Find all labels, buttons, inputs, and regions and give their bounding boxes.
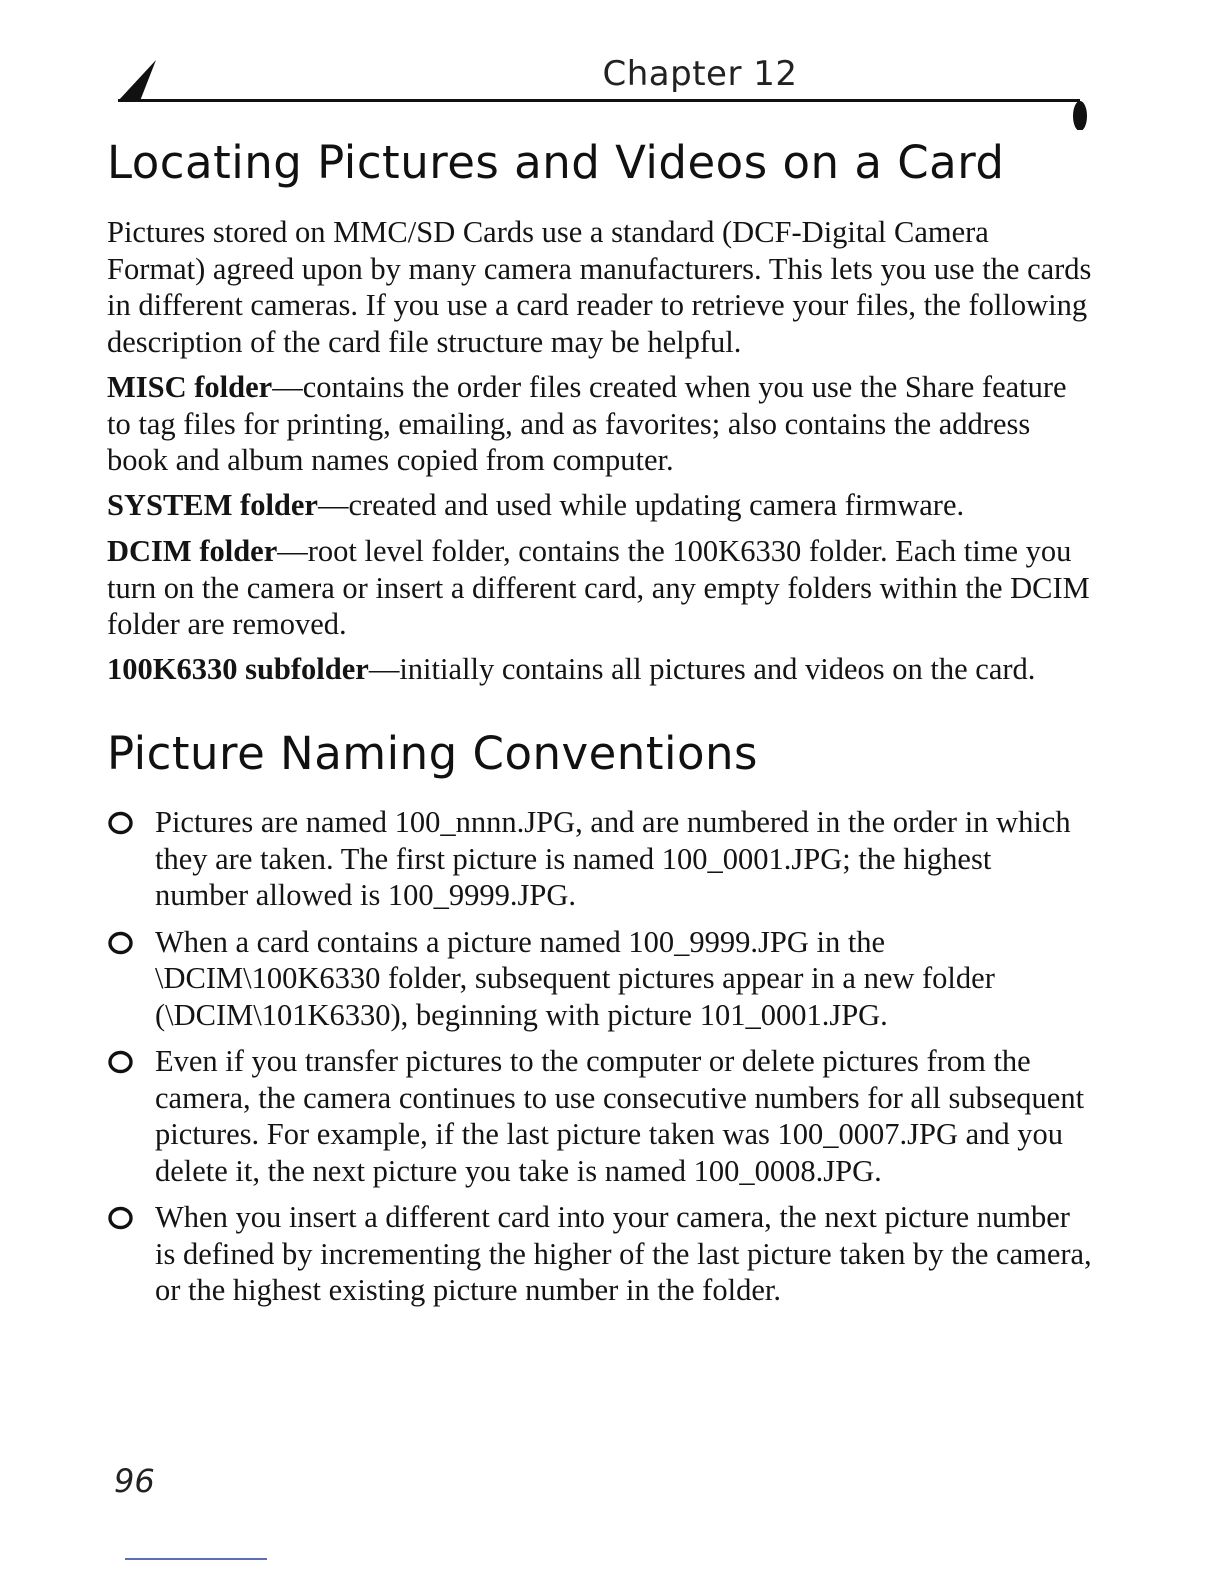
misc-folder-entry — [107, 369, 1092, 479]
naming-bullet-list — [107, 804, 1092, 1319]
section-title-naming: Picture Naming Conventions — [107, 727, 758, 780]
section-title-locating: Locating Pictures and Videos on a Card — [107, 136, 1005, 189]
bullet-text: When a card contains a picture named 100_9999.JPG in the \DCIM\100K6330 folder, subsequent pictures appear in a new folder (\DCIM\101K6330), beginning with picture 101_0001.JPG. — [155, 924, 995, 1032]
chapter-title: Chapter 12 — [602, 54, 798, 94]
intro-paragraph: Pictures stored on MMC/SD Cards use a standard (DCF-Digital Camera Format) agreed upon by many camera manufacturers. This lets you use the cards in different cameras. If you use a card reader to retrieve your files, the following description of the card file structure may be helpful. — [107, 215, 1092, 359]
bullet-text: When you insert a different card into your camera, the next picture number is defined by incrementing the higher of the last picture taken by the camera, or the highest existing picture number in the folder. — [155, 1200, 1092, 1307]
entry-term: 100K6330 subfolder — [107, 652, 369, 686]
list-item — [107, 1199, 1092, 1309]
entry-description: —contains the order files created when you use the Share feature to tag files for printing, emailing, and as favorites; also contains the address book and album names copied from computer. — [107, 370, 1067, 477]
footer-divider — [125, 1558, 267, 1560]
bullet-text: Even if you transfer pictures to the computer or delete pictures from the camera, the camera continues to use consecutive numbers for all subsequent pictures. For example, if the last picture taken was 100_0007.JPG and you delete it, the next picture you take is named 100_0008.JPG. — [155, 1044, 1085, 1188]
bullet-text: Pictures are named 100_nnnn.JPG, and are numbered in the order in which they are taken. The first picture is named 100_0001.JPG; the highest number allowed is 100_9999.JPG. — [155, 805, 1071, 912]
system-folder-entry — [107, 487, 1092, 524]
entry-term: MISC folder — [107, 370, 273, 404]
circle-bullet-icon — [107, 931, 134, 955]
page-number: 96 — [114, 1462, 155, 1500]
circle-bullet-icon — [107, 1206, 134, 1230]
circle-bullet-icon — [107, 811, 134, 835]
list-item — [107, 1043, 1092, 1189]
entry-description: —created and used while updating camera firmware. — [317, 488, 965, 522]
circle-bullet-icon — [107, 1050, 134, 1074]
chapter-header — [110, 50, 1090, 130]
entry-description: —root level folder, contains the 100K6330 folder. Each time you turn on the camera or insert a different card, any empty folders within the DCIM folder are removed. — [107, 534, 1090, 641]
dcim-folder-entry — [107, 533, 1092, 643]
entry-description: —initially contains all pictures and videos on the card. — [368, 652, 1036, 686]
entry-term: SYSTEM folder — [107, 488, 318, 522]
subfolder-entry — [107, 651, 1092, 688]
entry-term: DCIM folder — [107, 534, 278, 568]
list-item — [107, 924, 1092, 1034]
list-item — [107, 804, 1092, 914]
